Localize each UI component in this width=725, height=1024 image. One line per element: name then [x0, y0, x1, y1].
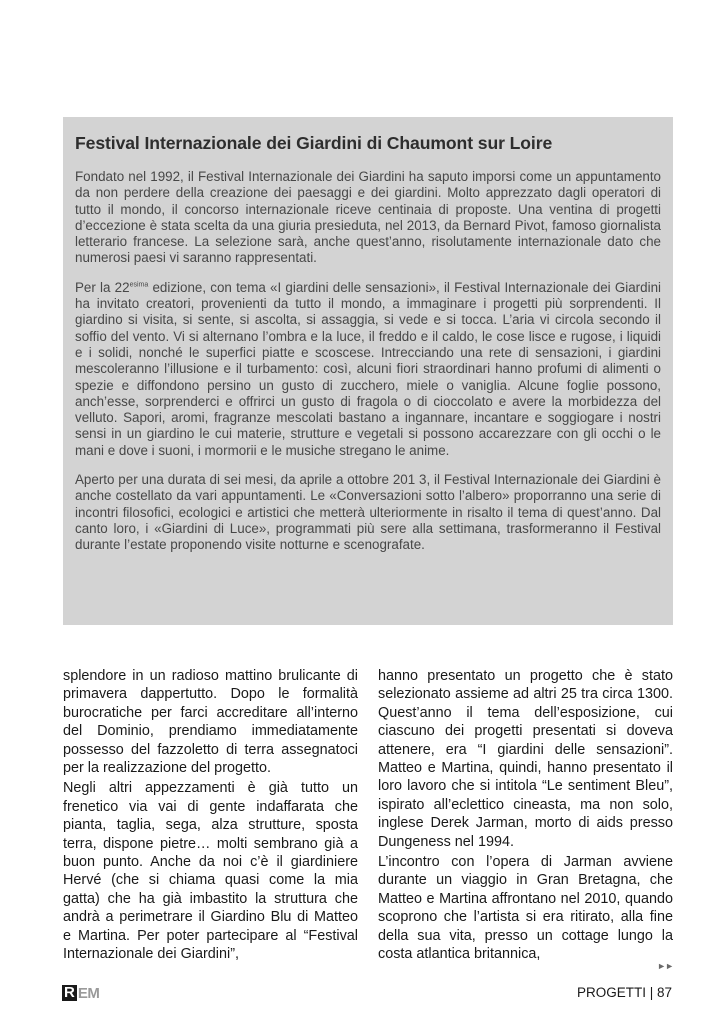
sidebar-title: Festival Internazionale dei Giardini di Chaumont sur Loire [75, 133, 553, 153]
page-footer: PROGETTI | 87 [576, 985, 672, 1000]
right-paragraph-1: hanno presentato un progetto che è stato selezionato assieme ad altri 25 tra circa 1300. Quest’anno il tema dell’esposizione, cui ciascuno dei progetti presentati si doveva attenere, era “I giardini delle sensazioni”. Matteo e Martina, quindi, hanno presentato il loro lavoro che si intitola “Le sentiment Bleu”, ispirato all’eclettico cineasta, ma non solo, inglese Derek Jarman, morto di aids presso Dungeness nel 1994. [378, 668, 673, 850]
logo-em: EM [77, 984, 100, 1002]
sidebar-box [63, 117, 673, 625]
left-column [63, 667, 358, 966]
continue-arrows-icon: ►► [657, 961, 673, 971]
sidebar-p2-rest: edizione, con tema «I giardini delle sensazioni», il Festival Internazionale dei Giardini ha invitato creatori, provenienti da tutto il mondo, a immaginare i progetti più sorprendenti. Il giardino si visita, si sente, si ascolta, si assaggia, si vede e si tocca. L’aria vi circola secondo il soffio del vento. Vi si alternano l’ombra e la luce, il freddo e il caldo, le cose lisce e rugose, i liquidi e i solidi, nonché le superfici piatte e scoscese. Intrecciando una rete di sensazioni, i giardini mescoleranno l’illusione e il turbamento: così, alcuni fiori straordinari hanno profumi di alimenti o spezie e diffondono persino un gusto di zucchero, miele o vaniglia. Alcune foglie possono, anch’esse, sorprenderci e offrirci un gusto di fragola o di cioccolato e avere la morbidezza del velluto. Sapori, aromi, fragranze mescolati bastano a ingannare, incantare e soggiogare i nostri sensi in un giardino le cui materie, strutture e vegetali si possono accarezzare con gli occhi o le mani e dove i suoni, i mormorii e le musiche stregano le anime. [75, 279, 661, 458]
sidebar-paragraph-3: Aperto per una durata di sei mesi, da aprile a ottobre 201 3, il Festival Internazionale dei Giardini è anche costellato da vari appuntamenti. Le «Conversazioni sotto l’albero» proporranno una serie di incontri filosofici, ecologici e artistici che metterà ulteriormente in risalto il tema di quest’anno. Dal canto loro, i «Giardini di Luce», programmati più sere alla settimana, trasformeranno il Festival durante l’estate proponendo visite notturne e scenografate. [75, 472, 661, 553]
left-paragraph-2: Negli altri appezzamenti è già tutto un frenetico via vai di gente indaffarata che pianta, taglia, sega, alza strutture, sposta terra, dispone pietre… molti sembrano già a buon punto. Anche da noi c’è il giardiniere Hervé (che si chiama quasi come la mia gatta) che ha già imbastito la struttura che andrà a perimetrare il Giardino Blu di Matteo e Martina. Per poter partecipare al “Festival Internazionale dei Giardini”, [63, 780, 358, 963]
right-paragraph-2: L’incontro con l’opera di Jarman avviene durante un viaggio in Gran Bretagna, che Matteo e Martina affrontano nel 2010, quando scoprono che l’artista si era ritirato, alla fine della sua vita, presso un cottage lungo la costa atlantica britannica, [378, 854, 673, 963]
rem-logo [62, 985, 99, 1001]
sidebar-p2-start: Per la 22 [75, 279, 130, 295]
left-paragraph-1: splendore in un radioso mattino brulicante di primavera dappertutto. Dopo le formalità burocratiche per farci accreditare all’interno del Dominio, prendiamo immediatamente possesso del fazzoletto di terra assegnatoci per la realizzazione del progetto. [63, 668, 358, 777]
sidebar-paragraph-2 [75, 280, 661, 459]
logo-r: R [64, 984, 75, 1001]
ordinal-superscript: esima [129, 281, 149, 289]
right-column [378, 667, 673, 966]
sidebar-paragraph-1: Fondato nel 1992, il Festival Internazionale dei Giardini ha saputo imporsi come un appuntamento da non perdere della creazione dei paesaggi e dei giardini. Molto apprezzato dagli operatori di tutto il mondo, il concorso internazionale riceve centinaia di proposte. Una ventina di progetti d’eccezione è stata scelta da una giuria presieduta, nel 2013, da Bernard Pivot, famoso giornalista letterario francese. La selezione sarà, anche quest’anno, risolutamente internazionale dato che numerosi paesi vi saranno rappresentati. [75, 169, 661, 266]
